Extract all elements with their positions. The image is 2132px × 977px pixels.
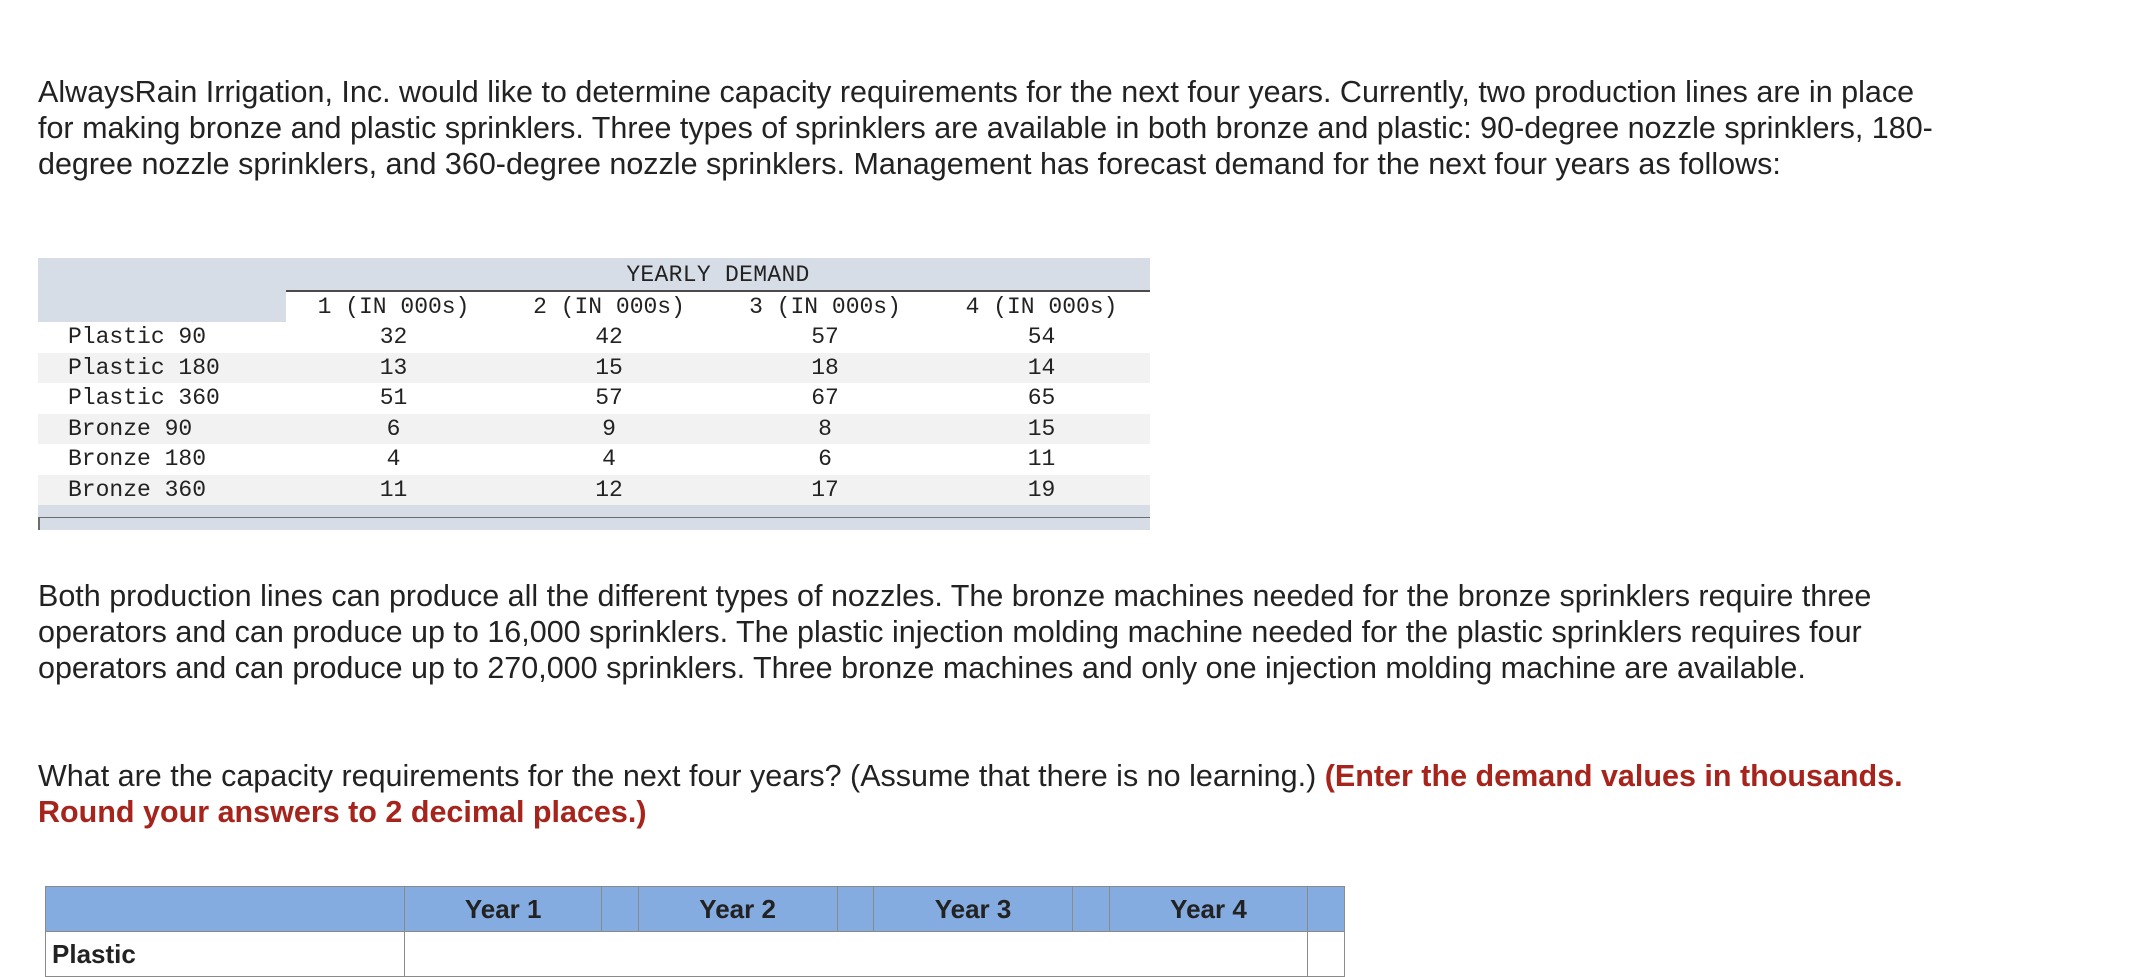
col-header-year-3: 3 (IN 000s) [749, 294, 901, 320]
table-cell: 12 [595, 476, 623, 503]
table-cell: 57 [811, 324, 839, 350]
row-label-plastic: Plastic [46, 932, 405, 977]
header-year-2: Year 2 [638, 887, 837, 932]
table-cell: 19 [1027, 476, 1056, 503]
header-year-1: Year 1 [405, 887, 602, 932]
yearly-demand-table [38, 258, 1150, 530]
question-text [38, 758, 1958, 830]
header-unit-4 [1308, 887, 1345, 932]
table-cell: 11 [379, 476, 408, 503]
table-cell: 15 [595, 354, 623, 381]
table-cell: 9 [602, 415, 616, 442]
col-header-year-1: 1 (IN 000s) [317, 294, 470, 320]
header-unit-3 [1073, 887, 1110, 932]
table-row [38, 383, 1150, 414]
answer-header-row [46, 887, 1345, 932]
header-year-3: Year 3 [874, 887, 1073, 932]
table-cell: 57 [595, 385, 623, 411]
table-cell: 51 [379, 385, 408, 411]
question-instructions: (Enter the demand values in thousands. Round your answers to 2 decimal places.) [38, 759, 1903, 829]
demand-table-caption: YEARLY DEMAND [626, 262, 810, 288]
question-main: What are the capacity requirements for the next four years? (Assume that there is no learning.) [38, 759, 1325, 793]
table-row [38, 475, 1150, 506]
table-footer-bar [38, 517, 1150, 530]
table-cell: 14 [1027, 354, 1056, 381]
intro-paragraph: AlwaysRain Irrigation, Inc. would like to determine capacity requirements for the next four years. Currently, two production lines are in place for making bronze and plastic sprinklers. Three types of sprinklers are available in both bronze and plastic: 90-degree nozzle sprinklers, 180-degree nozzle sprinklers, and 360-degree nozzle sprinklers. Management has forecast demand for the next four years as follows: [38, 75, 1933, 181]
table-cell: 15 [1027, 415, 1056, 442]
table-cell: 54 [1027, 324, 1056, 350]
header-unit-2 [837, 887, 874, 932]
table-cell: 11 [1027, 446, 1056, 472]
row-label: Bronze 180 [68, 446, 207, 472]
row-label: Plastic 90 [68, 324, 207, 350]
machines-paragraph: Both production lines can produce all the different types of nozzles. The bronze machines needed for the bronze sprinklers require three operators and can produce up to 16,000 sprinklers. The plastic injection molding machine needed for the plastic sprinklers requires four operators and can produce up to 270,000 sprinklers. Three bronze machines and only one injection molding machine are available. [38, 579, 1872, 685]
col-header-year-2: 2 (IN 000s) [533, 294, 685, 320]
table-cell: 18 [811, 354, 839, 381]
header-unit-1 [602, 887, 639, 932]
table-row [38, 414, 1150, 445]
row-label: Plastic 180 [68, 354, 220, 381]
header-blank [46, 887, 405, 932]
table-row [38, 353, 1150, 384]
table-row [38, 444, 1150, 475]
table-cell: 6 [818, 446, 832, 472]
table-cell: 4 [602, 446, 616, 472]
row-label: Bronze 360 [68, 476, 207, 503]
table-cell: 65 [1027, 385, 1056, 411]
demand-table-header [286, 290, 1150, 324]
table-cell: 67 [811, 385, 839, 411]
table-cell: 6 [386, 415, 401, 442]
table-row [38, 322, 1150, 353]
row-label: Plastic 360 [68, 385, 220, 411]
table-cell: 13 [379, 354, 408, 381]
table-row [46, 932, 1345, 977]
row-label: Bronze 90 [68, 415, 193, 442]
capacity-answer-table [45, 886, 1345, 977]
header-year-4: Year 4 [1109, 887, 1308, 932]
table-cell: 8 [818, 415, 832, 442]
table-cell: 4 [386, 446, 401, 472]
table-cell: 42 [595, 324, 623, 350]
section-spacer [405, 932, 1308, 977]
table-cell: 32 [379, 324, 408, 350]
table-cell: 17 [811, 476, 839, 503]
section-end-cell [1308, 932, 1345, 977]
col-header-year-4: 4 (IN 000s) [965, 294, 1118, 320]
